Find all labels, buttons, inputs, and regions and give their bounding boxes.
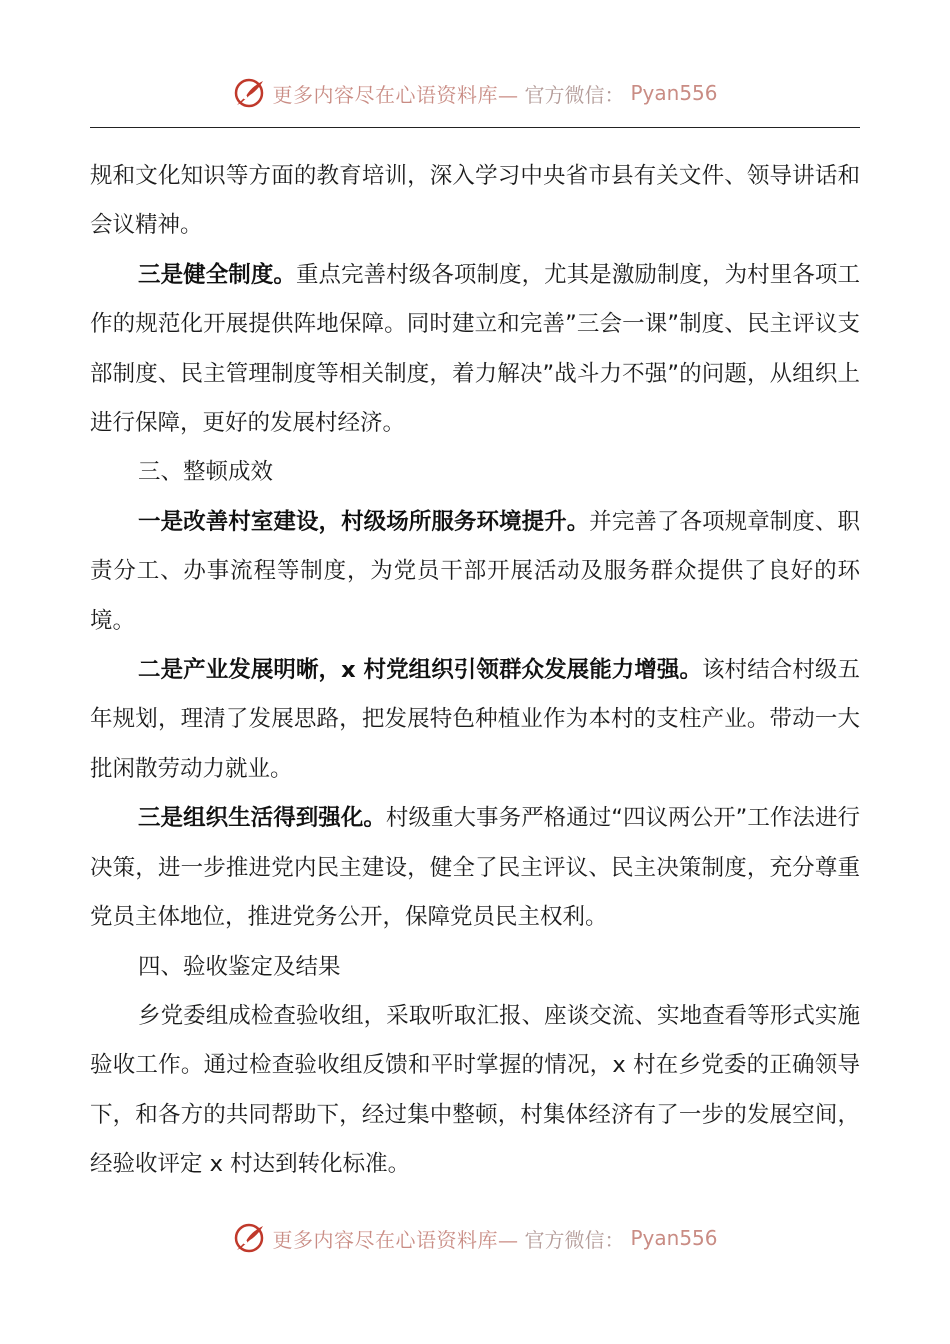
paragraph-lead-bold: 三是健全制度。 xyxy=(138,261,296,288)
paragraph-text: 重点完善村级各项制度，尤其是激励制度，为村里各项工作的规范化开展提供阵地保障。同时建立和完善”三会一课”制度、民主评议支部制度、民主管理制度等相关制度，着力解决”战斗力不强”的问题，从组织上进行保障，更好的发展村经济。 xyxy=(90,261,860,437)
paragraph-text: 村级重大事务严格通过“四议两公开”工作法进行决策，进一步推进党内民主建设，健全了民主评议、民主决策制度，充分尊重党员主体地位，推进党务公开，保障党员民主权利。 xyxy=(90,805,860,931)
heading-text: 四、验收鉴定及结果 xyxy=(138,953,341,980)
paragraph-lead-bold: 二是产业发展明晰，x 村党组织引领群众发展能力增强。 xyxy=(138,657,703,684)
section-heading-results xyxy=(90,448,860,497)
document-body xyxy=(90,152,860,1190)
watermark-contact-label: 官方微信： xyxy=(524,1227,625,1252)
paragraph-village-building xyxy=(90,498,860,646)
heading-text: 三、整顿成效 xyxy=(138,459,274,486)
watermark-contact-id: Pyan556 xyxy=(630,1226,718,1250)
paragraph-improve-system xyxy=(90,251,860,449)
paragraph-industry xyxy=(90,646,860,794)
watermark-text: 更多内容尽在心语资料库— xyxy=(272,82,519,107)
paragraph-text: 并完善了各项规章制度、职责分工、办事流程等制度，为党员干部开展活动及服务群众提供了良好的环境。 xyxy=(90,508,860,634)
footer-watermark xyxy=(0,1218,950,1258)
feather-pen-logo-icon xyxy=(232,1221,266,1255)
header-watermark xyxy=(0,73,950,113)
paragraph-text: 乡党委组成检查验收组，采取听取汇报、座谈交流、实地查看等形式实施验收工作。通过检查验收组反馈和平时掌握的情况，x 村在乡党委的正确领导下，和各方的共同帮助下，经过集中整顿，村集体经济有了一步的发展空间，经验收评定 x 村达到转化标准。 xyxy=(90,1002,860,1178)
paragraph-lead-bold: 一是改善村室建设，村级场所服务环境提升。 xyxy=(138,508,590,535)
paragraph-text: 该村结合村级五年规划，理清了发展思路，把发展特色种植业作为本村的支柱产业。带动一大批闲散劳动力就业。 xyxy=(90,657,860,782)
paragraph-acceptance xyxy=(90,992,860,1190)
watermark-contact-id: Pyan556 xyxy=(630,81,718,105)
paragraph-text: 规和文化知识等方面的教育培训，深入学习中央省市县有关文件、领导讲话和会议精神。 xyxy=(90,163,860,239)
watermark-contact-label: 官方微信： xyxy=(524,82,625,107)
header-divider xyxy=(90,127,860,128)
paragraph-continuation xyxy=(90,152,860,251)
paragraph-organization-life xyxy=(90,794,860,942)
section-heading-acceptance xyxy=(90,943,860,992)
paragraph-lead-bold: 三是组织生活得到强化。 xyxy=(138,805,386,832)
watermark-text: 更多内容尽在心语资料库— xyxy=(272,1227,519,1252)
feather-pen-logo-icon xyxy=(232,76,266,110)
